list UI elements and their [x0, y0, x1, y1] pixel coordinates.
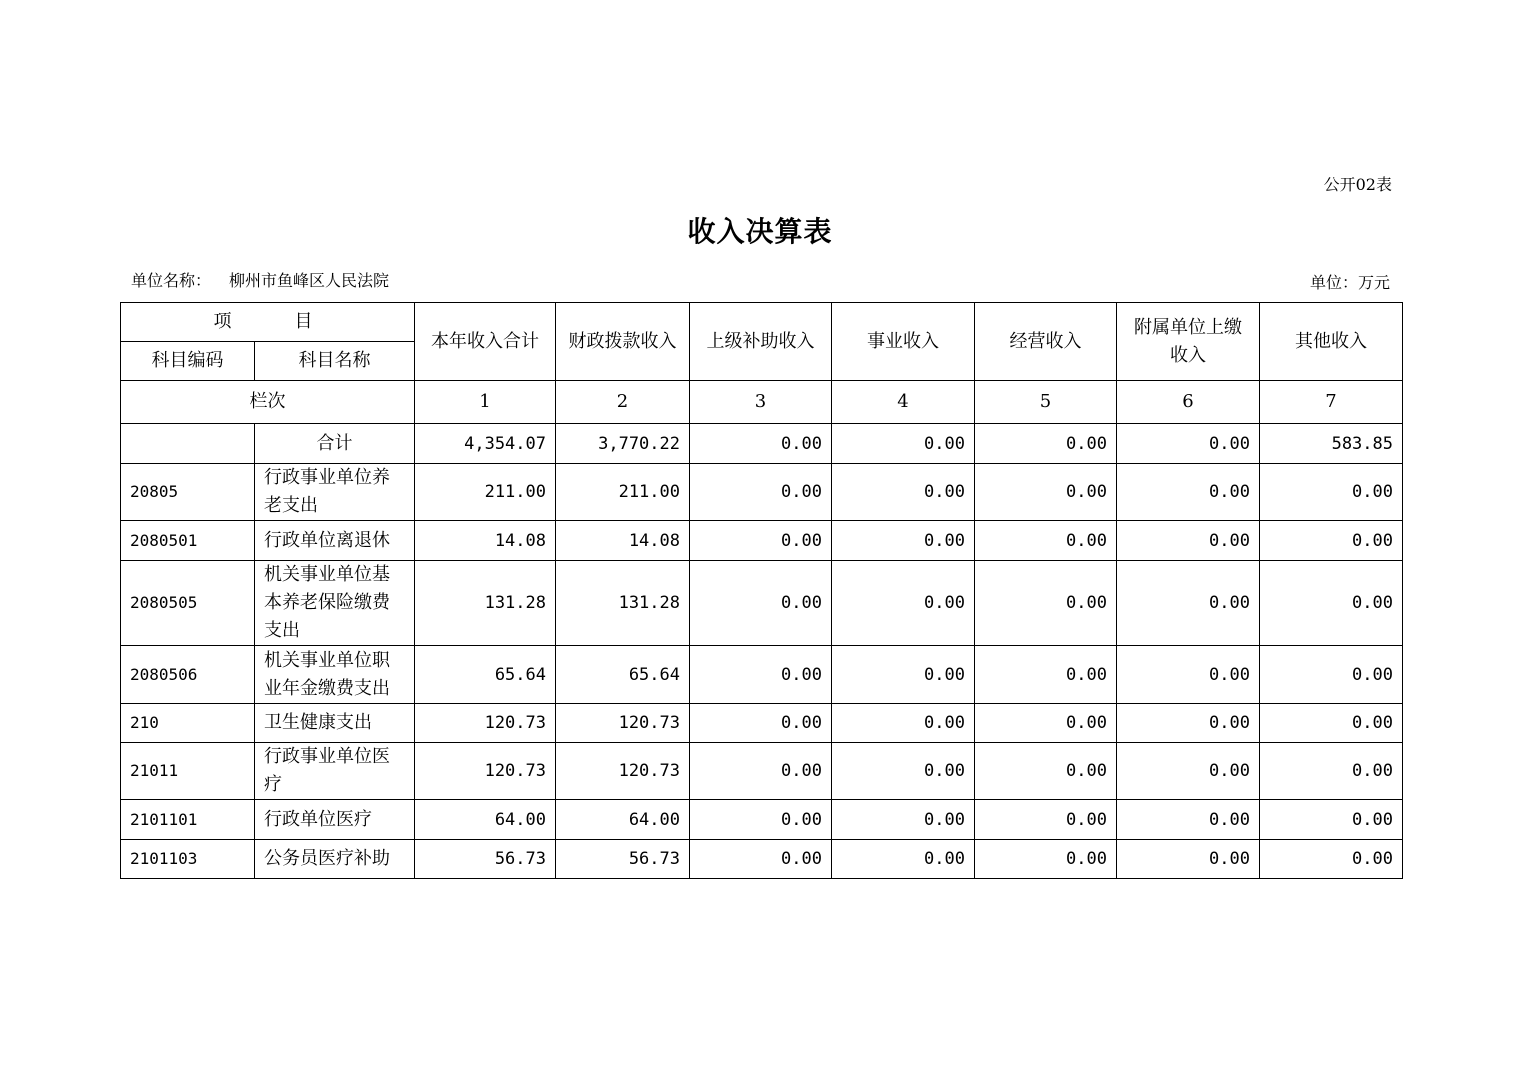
- account-name: 公务员医疗补助: [255, 840, 415, 879]
- amount-cell: 0.00: [1260, 521, 1403, 561]
- account-name: 机关事业单位职业年金缴费支出: [255, 646, 415, 704]
- column-index-number: 3: [690, 381, 832, 424]
- amount-cell: 14.08: [415, 521, 556, 561]
- amount-cell: 0.00: [975, 743, 1117, 800]
- account-code: 21011: [121, 743, 255, 800]
- amount-cell: 0.00: [832, 521, 975, 561]
- amount-cell: 56.73: [415, 840, 556, 879]
- account-name: 机关事业单位基本养老保险缴费支出: [255, 561, 415, 646]
- amount-cell: 0.00: [975, 800, 1117, 840]
- amount-cell: 0.00: [690, 743, 832, 800]
- amount-cell: 56.73: [556, 840, 690, 879]
- currency-unit: 单位：万元: [1309, 273, 1390, 292]
- amount-cell: 0.00: [1117, 743, 1260, 800]
- amount-cell: 120.73: [556, 743, 690, 800]
- table-row: [121, 521, 1403, 561]
- amount-cell: 0.00: [975, 521, 1117, 561]
- header-total: 本年收入合计: [415, 303, 556, 381]
- amount-cell: 0.00: [690, 840, 832, 879]
- amount-cell: 120.73: [415, 704, 556, 743]
- header-operating: 经营收入: [975, 303, 1117, 381]
- amount-cell: 0.00: [975, 464, 1117, 521]
- account-name: 行政单位离退休: [255, 521, 415, 561]
- column-index-number: 7: [1260, 381, 1403, 424]
- account-name: 行政单位医疗: [255, 800, 415, 840]
- amount-cell: 0.00: [1260, 561, 1403, 646]
- account-code: 2080501: [121, 521, 255, 561]
- amount-cell: 0.00: [975, 561, 1117, 646]
- column-index-number: 6: [1117, 381, 1260, 424]
- total-code-cell: [121, 424, 255, 464]
- amount-cell: 14.08: [556, 521, 690, 561]
- amount-cell: 0.00: [690, 704, 832, 743]
- table-row: [121, 561, 1403, 646]
- header-superior: 上级补助收入: [690, 303, 832, 381]
- header-affiliated: 附属单位上缴收入: [1117, 303, 1260, 381]
- amount-cell: 0.00: [975, 704, 1117, 743]
- unit-name-value: 柳州市鱼峰区人民法院: [229, 271, 390, 290]
- amount-cell: 0.00: [1117, 646, 1260, 704]
- amount-cell: 0.00: [1260, 646, 1403, 704]
- account-code: 20805: [121, 464, 255, 521]
- amount-cell: 0.00: [1260, 743, 1403, 800]
- amount-cell: 0.00: [1260, 840, 1403, 879]
- amount-cell: 131.28: [556, 561, 690, 646]
- account-name: 行政事业单位医疗: [255, 743, 415, 800]
- total-value: 3,770.22: [556, 424, 690, 464]
- amount-cell: 64.00: [556, 800, 690, 840]
- amount-cell: 0.00: [1117, 561, 1260, 646]
- account-code: 2101103: [121, 840, 255, 879]
- account-code: 2101101: [121, 800, 255, 840]
- column-index-number: 1: [415, 381, 556, 424]
- account-name: 行政事业单位养老支出: [255, 464, 415, 521]
- total-value: 0.00: [1117, 424, 1260, 464]
- table-row: [121, 704, 1403, 743]
- amount-cell: 0.00: [975, 840, 1117, 879]
- income-table: [120, 302, 1403, 879]
- amount-cell: 0.00: [1117, 840, 1260, 879]
- total-value: 4,354.07: [415, 424, 556, 464]
- amount-cell: 0.00: [1117, 521, 1260, 561]
- amount-cell: 211.00: [556, 464, 690, 521]
- column-index-number: 4: [832, 381, 975, 424]
- total-row: [121, 424, 1403, 464]
- column-index-number: 2: [556, 381, 690, 424]
- total-value: 0.00: [690, 424, 832, 464]
- column-index-number: 5: [975, 381, 1117, 424]
- amount-cell: 0.00: [690, 464, 832, 521]
- page-title: 收入决算表: [687, 215, 833, 248]
- amount-cell: 0.00: [832, 464, 975, 521]
- form-number: 公开02表: [1323, 175, 1392, 194]
- unit-name-line: [131, 268, 389, 291]
- amount-cell: 0.00: [690, 646, 832, 704]
- amount-cell: 0.00: [1117, 800, 1260, 840]
- column-index-row: [121, 381, 1403, 424]
- table-row: [121, 464, 1403, 521]
- amount-cell: 65.64: [556, 646, 690, 704]
- amount-cell: 0.00: [1260, 464, 1403, 521]
- amount-cell: 0.00: [975, 646, 1117, 704]
- account-code: 2080505: [121, 561, 255, 646]
- total-value: 0.00: [832, 424, 975, 464]
- header-name: 科目名称: [255, 342, 415, 381]
- amount-cell: 0.00: [832, 646, 975, 704]
- total-label: 合计: [255, 424, 415, 464]
- amount-cell: 120.73: [556, 704, 690, 743]
- amount-cell: 0.00: [1117, 704, 1260, 743]
- amount-cell: 0.00: [832, 561, 975, 646]
- amount-cell: 0.00: [832, 840, 975, 879]
- amount-cell: 0.00: [832, 743, 975, 800]
- table-row: [121, 800, 1403, 840]
- amount-cell: 64.00: [415, 800, 556, 840]
- total-value: 0.00: [975, 424, 1117, 464]
- header-code: 科目编码: [121, 342, 255, 381]
- header-other: 其他收入: [1260, 303, 1403, 381]
- amount-cell: 0.00: [832, 704, 975, 743]
- header-business: 事业收入: [832, 303, 975, 381]
- amount-cell: 65.64: [415, 646, 556, 704]
- account-code: 2080506: [121, 646, 255, 704]
- account-name: 卫生健康支出: [255, 704, 415, 743]
- column-index-label: 栏次: [121, 381, 415, 424]
- amount-cell: 0.00: [690, 521, 832, 561]
- table-row: [121, 840, 1403, 879]
- table-row: [121, 646, 1403, 704]
- header-item: 项 目: [121, 303, 415, 342]
- amount-cell: 0.00: [832, 800, 975, 840]
- amount-cell: 131.28: [415, 561, 556, 646]
- amount-cell: 211.00: [415, 464, 556, 521]
- amount-cell: 0.00: [1260, 704, 1403, 743]
- header-row-1: [121, 303, 1403, 342]
- amount-cell: 0.00: [1117, 464, 1260, 521]
- total-value: 583.85: [1260, 424, 1403, 464]
- amount-cell: 0.00: [690, 800, 832, 840]
- amount-cell: 0.00: [690, 561, 832, 646]
- account-code: 210: [121, 704, 255, 743]
- header-fiscal: 财政拨款收入: [556, 303, 690, 381]
- amount-cell: 0.00: [1260, 800, 1403, 840]
- unit-name-label: 单位名称：: [131, 271, 212, 290]
- table-row: [121, 743, 1403, 800]
- amount-cell: 120.73: [415, 743, 556, 800]
